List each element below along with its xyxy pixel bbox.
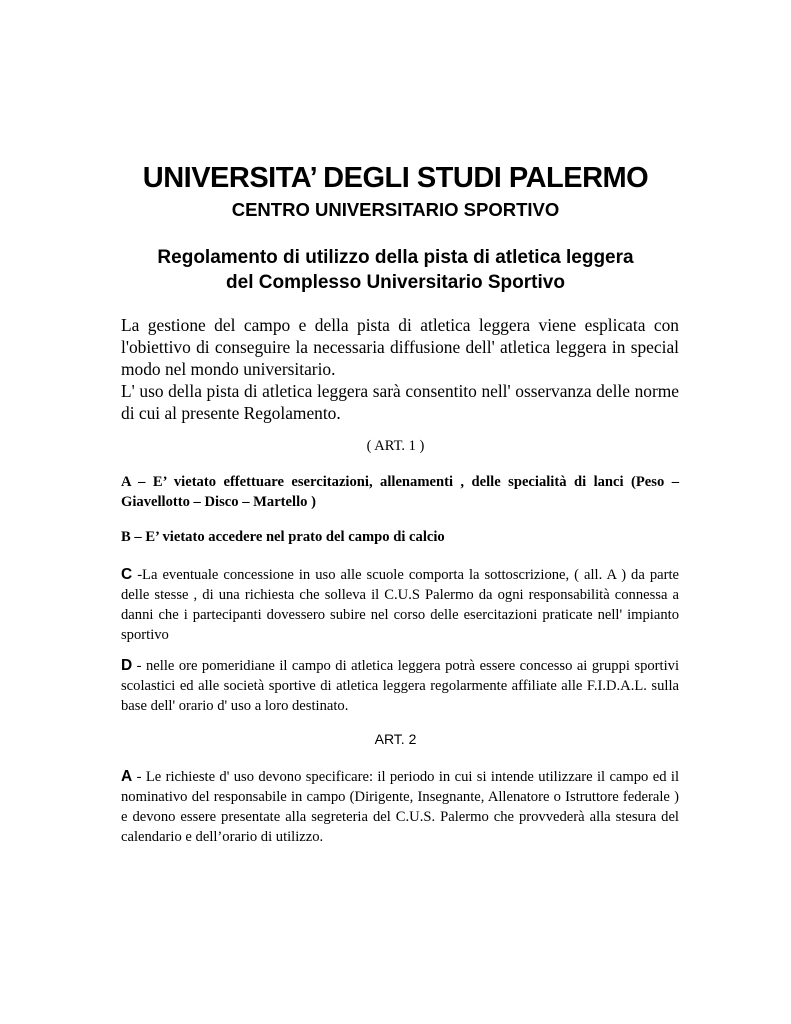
regulation-title bbox=[0, 245, 791, 295]
clause-text: - Le richieste d' uso devono specificare: il periodo in cui si intende utilizzare il campo ed il nominativo del responsabile in campo (Dirigente, Insegnante, Allenatore o Istruttore federale ) e devono essere presentate alla segreteria del C.U.S. Palermo che provvederà alla stesura del calendario e dell’orario di utilizzo. bbox=[121, 769, 679, 845]
art1-clause-d bbox=[121, 656, 679, 716]
clause-text: - nelle ore pomeridiane il campo di atletica leggera potrà essere concesso ai gruppi sportivi scolastici ed alle società sportive di atletica leggera regolarmente affiliate alle F.I.D.A.L. sulla base dell' orario d' uso a loro destinato. bbox=[121, 658, 679, 714]
art1-clause-b: B – E’ vietato accedere nel prato del campo di calcio bbox=[121, 529, 445, 545]
clause-letter: D bbox=[121, 657, 133, 674]
intro-paragraph-1: La gestione del campo e della pista di atletica leggera viene esplicata con l'obiettivo di conseguire la necessaria diffusione dell' atletica leggera in special modo nel mondo universitario. bbox=[121, 315, 679, 379]
art1-heading: ( ART. 1 ) bbox=[366, 438, 425, 454]
clause-letter: A bbox=[121, 474, 131, 490]
center-subtitle: CENTRO UNIVERSITARIO SPORTIVO bbox=[231, 199, 560, 220]
clause-letter: A bbox=[121, 768, 133, 785]
art2-clause-a bbox=[121, 767, 679, 847]
art2-heading: ART. 2 bbox=[374, 731, 417, 747]
regulation-title-line2: del Complesso Universitario Sportivo bbox=[226, 272, 565, 293]
regulation-title-line1: Regolamento di utilizzo della pista di atletica leggera bbox=[157, 247, 634, 268]
art1-clause-a bbox=[121, 472, 679, 512]
clause-letter: C bbox=[121, 566, 133, 583]
intro-text bbox=[121, 314, 679, 424]
clause-text: -La eventuale concessione in uso alle scuole comporta la sottoscrizione, ( all. A ) da parte delle stesse , di una richiesta che solleva il C.U.S Palermo da ogni responsabilità connessa a danni che i partecipanti dovessero subire nel corso delle esercitazioni praticate nell' impianto sportivo bbox=[121, 567, 679, 643]
university-title: UNIVERSITA’ DEGLI STUDI PALERMO bbox=[142, 162, 649, 194]
intro-paragraph-2: L' uso della pista di atletica leggera sarà consentito nell' osservanza delle norme di cui al presente Regolamento. bbox=[121, 381, 679, 423]
art1-clause-c bbox=[121, 565, 679, 645]
clause-text: – E’ vietato effettuare esercitazioni, allenamenti , delle specialità di lanci (Peso – Giavellotto – Disco – Martello ) bbox=[121, 474, 679, 510]
